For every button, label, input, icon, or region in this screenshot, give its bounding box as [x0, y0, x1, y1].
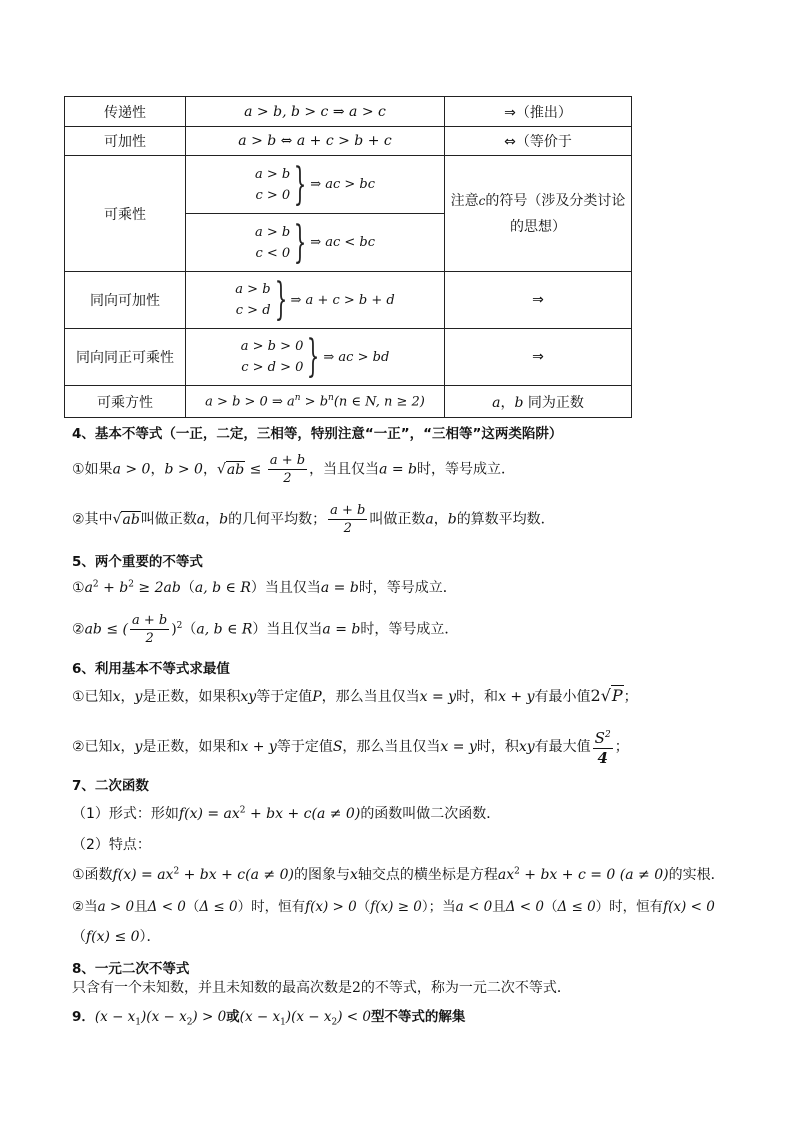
math-sup: 2 — [239, 805, 246, 816]
section-8-title: 8、一元二次不等式 — [72, 961, 190, 977]
note-text: 注意 — [450, 192, 479, 209]
math: x = y — [419, 689, 457, 705]
section-8-line-1 — [72, 977, 571, 997]
math-sup: 2 — [128, 579, 134, 590]
math: Δ ≤ 0 — [199, 899, 238, 915]
text: 叫做正数 — [140, 511, 197, 528]
math: P — [312, 689, 322, 705]
text: （ — [356, 899, 371, 915]
text: 且 — [492, 899, 506, 915]
section-7-line-1 — [72, 803, 500, 823]
text: 的不等式，称为一元二次不等式． — [360, 980, 571, 996]
system-line: a > b > 0 — [240, 339, 304, 354]
math: x — [112, 739, 121, 755]
fraction — [593, 726, 613, 768]
inequality-system — [254, 216, 376, 268]
section-7-title: 7、二次函数 — [72, 778, 149, 794]
math: f(x) ≤ 0 — [86, 929, 140, 945]
math: a = b — [379, 461, 418, 478]
property-formula — [186, 214, 445, 272]
text: ① — [72, 580, 85, 596]
math: x — [112, 689, 121, 705]
math: + bx + c(a ≠ 0) — [245, 806, 361, 822]
math: ax — [497, 867, 515, 883]
text: 时，等号成立． — [417, 461, 516, 478]
math: f(x) > 0 — [305, 899, 357, 915]
math: a, b ∈ R — [194, 580, 251, 596]
text: ）时，恒有 — [595, 899, 664, 915]
math: Δ ≤ 0 — [557, 899, 596, 915]
inequality-system — [235, 274, 395, 325]
math-sup: 2 — [176, 620, 183, 631]
section-5-line-2 — [72, 612, 458, 647]
text: ； — [614, 739, 629, 755]
text: ①如果 — [72, 461, 113, 478]
fraction — [268, 452, 307, 487]
property-note — [445, 386, 632, 418]
formula-part: (n ∈ N, n ≥ 2) — [333, 394, 425, 410]
math: ) < 0 — [337, 1009, 371, 1025]
note-text: 同为正数 — [523, 394, 584, 411]
math: xy — [518, 739, 535, 755]
math-sup: 2 — [173, 866, 180, 877]
property-formula: a > b ⇔ a + c > b + c — [186, 127, 445, 156]
property-note: ⇒（推出） — [445, 97, 632, 127]
math: S — [332, 739, 343, 755]
property-name: 可乘性 — [65, 156, 186, 272]
system-line: a > b — [254, 224, 291, 240]
text: 等于定值 — [256, 689, 313, 705]
math: S — [594, 729, 605, 747]
sqrt: √P — [600, 686, 623, 705]
section-6-title: 6、利用基本不等式求最值 — [72, 661, 230, 677]
right-brace-icon: } — [293, 158, 307, 210]
text: ，当且仅当 — [309, 461, 380, 478]
table-row — [65, 329, 632, 386]
math: f(x) < 0 — [663, 899, 715, 915]
text: （ — [182, 621, 197, 638]
text: ，那么当且仅当 — [342, 739, 441, 755]
math: a > 0 — [112, 461, 151, 478]
text: （ — [180, 580, 195, 596]
property-formula — [186, 386, 445, 418]
table-row — [65, 386, 632, 418]
system-line: c > d — [235, 303, 271, 318]
property-name: 同向可加性 — [65, 272, 186, 329]
property-formula: a > b, b > c ⇒ a > c — [186, 97, 445, 127]
math-sub: 1 — [135, 1017, 142, 1028]
right-brace-icon: } — [307, 331, 320, 382]
note-text: 的符号（涉及分类讨论 — [485, 192, 626, 209]
formula-part: > b — [300, 394, 329, 410]
section-7-line-4 — [72, 895, 715, 915]
formula-sup: n — [294, 393, 301, 404]
system-line: a > b — [254, 166, 291, 182]
section-5-line-1 — [72, 577, 457, 597]
inequality-properties-table — [64, 96, 632, 418]
text: 的几何平均数； — [228, 511, 327, 528]
right-brace-icon: } — [274, 274, 287, 325]
text: （ — [72, 929, 86, 945]
text: 且 — [134, 899, 148, 915]
numerator — [593, 726, 613, 749]
radicand: ab — [122, 511, 140, 528]
math: )(x − x — [141, 1009, 187, 1025]
sqrt: √ab — [216, 461, 245, 478]
math: b — [219, 511, 229, 528]
math: Δ < 0 — [147, 899, 186, 915]
radicand: P — [611, 686, 623, 705]
system-result: ⇒ ac > bc — [310, 177, 376, 192]
text: ， — [150, 461, 165, 478]
denominator: 4 — [597, 749, 608, 767]
text: 只含有一个未知数，并且未知数的最高次数是 — [72, 980, 352, 996]
math-sub: 2 — [331, 1017, 338, 1028]
formula-part: a > b > 0 ⇒ a — [205, 394, 295, 410]
system-line: c < 0 — [255, 245, 291, 261]
table-row — [65, 127, 632, 156]
math-sup: 2 — [92, 579, 99, 590]
property-name: 可加性 — [65, 127, 186, 156]
formula-sup: n — [328, 393, 334, 404]
note-text: 的思想） — [510, 218, 566, 235]
table-row — [65, 272, 632, 329]
text: 是正数，如果积 — [142, 689, 241, 705]
section-7-line-3 — [72, 864, 725, 884]
text: 的算数平均数． — [456, 511, 555, 528]
math: ab ≤ ( — [84, 621, 128, 638]
math: + bx + c(a ≠ 0) — [179, 867, 294, 883]
section-4-title: 4、基本不等式（一正，二定，三相等，特别注意“一正”，“三相等”这两类陷阱） — [72, 426, 563, 442]
text: ② — [72, 621, 85, 638]
property-formula — [186, 272, 445, 329]
system-result: ⇒ a + c > b + d — [290, 292, 395, 308]
math-sup: 2 — [514, 866, 520, 877]
text: ）． — [139, 929, 161, 945]
text: ，那么当且仅当 — [321, 689, 420, 705]
fraction — [130, 612, 169, 647]
fraction — [328, 502, 367, 537]
math: ≥ 2ab — [133, 580, 181, 596]
math: f(x) = ax — [178, 806, 240, 822]
text: ， — [433, 511, 448, 528]
text: （ — [543, 899, 558, 915]
property-name: 可乘方性 — [65, 386, 186, 418]
text: ）当且仅当 — [252, 621, 323, 638]
math: f(x) = ax — [112, 867, 174, 883]
text: ， — [120, 689, 135, 705]
table-row — [65, 97, 632, 127]
math: y — [134, 689, 143, 705]
denominator: 2 — [283, 471, 292, 486]
note-var: b — [514, 394, 524, 411]
math: + b — [98, 580, 129, 596]
text: 9． — [72, 1009, 95, 1025]
system-line: c > d > 0 — [241, 360, 304, 375]
text: ①已知 — [72, 689, 113, 705]
text: 有最大值 — [534, 739, 591, 755]
section-7-line-2: （2）特点： — [72, 837, 151, 853]
denominator: 2 — [145, 631, 154, 646]
property-note: ⇔（等价于 — [445, 127, 632, 156]
system-line: c > 0 — [255, 187, 291, 203]
text: ）当且仅当 — [250, 580, 321, 596]
math: x + y — [240, 739, 277, 755]
note-text: ， — [500, 394, 515, 411]
section-5-title: 5、两个重要的不等式 — [72, 554, 203, 570]
math: a — [425, 511, 434, 528]
math: (x − x — [94, 1009, 136, 1025]
denominator: 2 — [343, 521, 352, 536]
property-formula — [186, 329, 445, 386]
math: x — [349, 867, 358, 883]
math: x = y — [440, 739, 477, 755]
inequality-system — [240, 331, 390, 382]
math: xy — [240, 689, 257, 705]
note-var: c — [478, 193, 486, 208]
system-result: ⇒ ac > bd — [323, 349, 390, 365]
text: 时，等号成立． — [358, 580, 457, 596]
text: 时，等号成立． — [360, 621, 459, 638]
text: 型不等式的解集 — [370, 1009, 466, 1025]
property-note: ⇒ — [445, 329, 632, 386]
math: a — [84, 580, 93, 596]
text: 有最小值 — [534, 689, 591, 705]
right-brace-icon: } — [293, 216, 307, 268]
math-sub: 1 — [280, 1017, 286, 1028]
property-formula — [186, 156, 445, 214]
math: ≤ — [245, 461, 266, 478]
property-note — [445, 156, 632, 272]
text: ， — [120, 739, 135, 755]
math: + bx + c = 0 (a ≠ 0) — [519, 867, 669, 883]
note-var: a — [492, 394, 501, 411]
text: （1）形式：形如 — [72, 806, 179, 822]
math: 2 — [590, 686, 601, 705]
text: 或 — [226, 1009, 240, 1025]
text: 等于定值 — [276, 739, 333, 755]
section-4-line-1 — [72, 452, 515, 487]
math: )(x − x — [285, 1009, 332, 1025]
system-line: a > b — [235, 282, 271, 297]
math: a < 0 — [455, 899, 493, 915]
property-note: ⇒ — [445, 272, 632, 329]
numerator: a + b — [131, 613, 168, 628]
text: 是正数，如果和 — [142, 739, 241, 755]
math: (x − x — [239, 1009, 281, 1025]
math: a — [196, 511, 206, 528]
text: 时，积 — [476, 739, 519, 755]
system-result: ⇒ ac < bc — [310, 235, 376, 250]
radicand: ab — [226, 461, 245, 478]
math: y — [134, 739, 143, 755]
math: a = b — [320, 580, 359, 596]
text: 时，和 — [456, 689, 499, 705]
property-name: 同向同正可乘性 — [65, 329, 186, 386]
text: 叫做正数 — [369, 511, 426, 528]
text: ）；当 — [421, 899, 456, 915]
section-7-line-5 — [72, 926, 161, 946]
section-6-line-2 — [72, 726, 629, 768]
text: 的函数叫做二次函数． — [360, 806, 501, 822]
math: b — [447, 511, 457, 528]
math: Δ < 0 — [505, 899, 544, 915]
inequality-system — [254, 158, 376, 210]
math-sub: 2 — [186, 1017, 193, 1028]
math-sup: 2 — [604, 730, 611, 740]
math: x + y — [498, 689, 535, 705]
text: ， — [202, 461, 217, 478]
math: ) > 0 — [192, 1009, 227, 1025]
text: ）时，恒有 — [237, 899, 306, 915]
text: ②已知 — [72, 739, 113, 755]
text: ②其中 — [72, 511, 113, 528]
text: ①函数 — [72, 867, 113, 883]
math: a > 0 — [97, 899, 135, 915]
math: b > 0 — [164, 461, 203, 478]
text: 轴交点的横坐标是方程 — [357, 867, 498, 883]
text: ； — [623, 689, 638, 705]
math: a = b — [322, 621, 361, 638]
sqrt: √ab — [112, 511, 140, 528]
numerator: a + b — [330, 503, 366, 518]
section-9-title — [72, 1005, 465, 1028]
text: ， — [205, 511, 220, 528]
table-row — [65, 156, 632, 214]
text: 的实根． — [668, 867, 725, 883]
section-4-line-2 — [72, 502, 555, 537]
text: ②当 — [72, 899, 98, 915]
math: f(x) ≥ 0 — [370, 899, 422, 915]
text: （ — [185, 899, 200, 915]
math: ) — [171, 621, 177, 638]
text: 的图象与 — [293, 867, 350, 883]
numerator: a + b — [269, 453, 306, 468]
property-name: 传递性 — [65, 97, 186, 127]
section-6-line-1 — [72, 686, 638, 706]
math: 2 — [352, 980, 361, 996]
math: a, b ∈ R — [196, 621, 253, 638]
